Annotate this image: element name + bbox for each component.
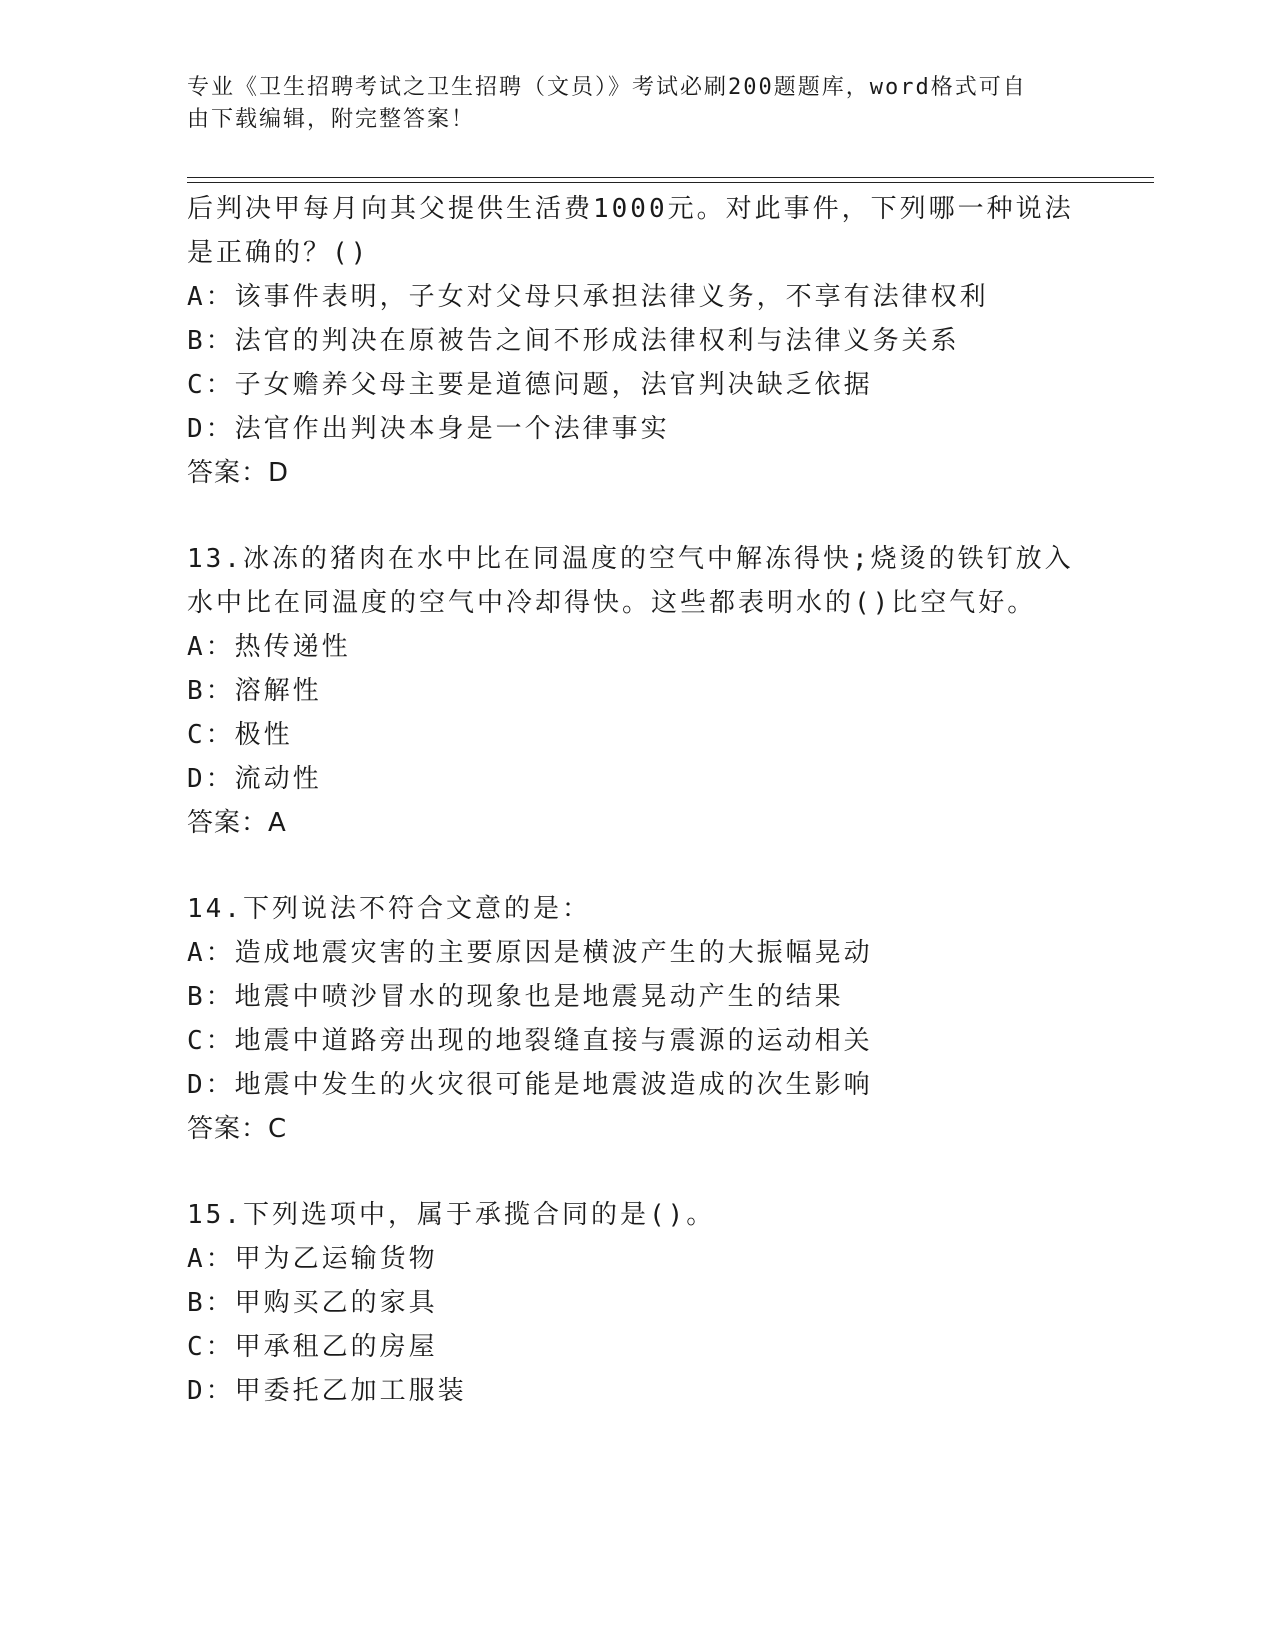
q14-answer: 答案：C: [187, 1114, 288, 1144]
q12-option-b: B：法官的判决在原被告之间不形成法律权利与法律义务关系: [187, 326, 960, 356]
q15-option-b: B：甲购买乙的家具: [187, 1288, 438, 1318]
q13-option-c: C：极性: [187, 720, 293, 750]
q12-answer: 答案：D: [187, 458, 290, 488]
q13-stem-line-2: 水中比在同温度的空气中冷却得快。这些都表明水的()比空气好。: [187, 588, 1037, 618]
q13-answer: 答案：A: [187, 808, 287, 838]
q14-option-a: A：造成地震灾害的主要原因是横波产生的大振幅晃动: [187, 938, 873, 968]
q13-option-b: B：溶解性: [187, 676, 322, 706]
q15-stem-line-1: 15.下列选项中，属于承揽合同的是()。: [187, 1200, 716, 1230]
header-line-1: 专业《卫生招聘考试之卫生招聘（文员）》考试必刷200题题库，word格式可自: [187, 75, 1027, 100]
q12-stem-line-2: 是正确的？(): [187, 238, 370, 268]
q13-option-d: D：流动性: [187, 764, 322, 794]
q12-option-d: D：法官作出判决本身是一个法律事实: [187, 414, 670, 444]
header-rule-top: [187, 177, 1154, 178]
q14-stem-line-1: 14.下列说法不符合文意的是：: [187, 894, 591, 924]
q13-option-a: A：热传递性: [187, 632, 351, 662]
q14-option-c: C：地震中道路旁出现的地裂缝直接与震源的运动相关: [187, 1026, 873, 1056]
q14-option-d: D：地震中发生的火灾很可能是地震波造成的次生影响: [187, 1070, 873, 1100]
q13-stem-line-1: 13.冰冻的猪肉在水中比在同温度的空气中解冻得快;烧烫的铁钉放入: [187, 544, 1074, 574]
q12-stem-line-1: 后判决甲每月向其父提供生活费1000元。对此事件，下列哪一种说法: [187, 194, 1074, 224]
q15-option-d: D：甲委托乙加工服装: [187, 1376, 467, 1406]
q14-option-b: B：地震中喷沙冒水的现象也是地震晃动产生的结果: [187, 982, 844, 1012]
q15-option-a: A：甲为乙运输货物: [187, 1244, 438, 1274]
header-rule-bottom: [187, 182, 1154, 183]
document-header: [187, 72, 1087, 136]
header-line-2: 由下载编辑，附完整答案！: [187, 107, 476, 132]
q15-option-c: C：甲承租乙的房屋: [187, 1332, 438, 1362]
q12-option-c: C：子女赡养父母主要是道德问题，法官判决缺乏依据: [187, 370, 873, 400]
q12-option-a: A：该事件表明，子女对父母只承担法律义务，不享有法律权利: [187, 282, 989, 312]
